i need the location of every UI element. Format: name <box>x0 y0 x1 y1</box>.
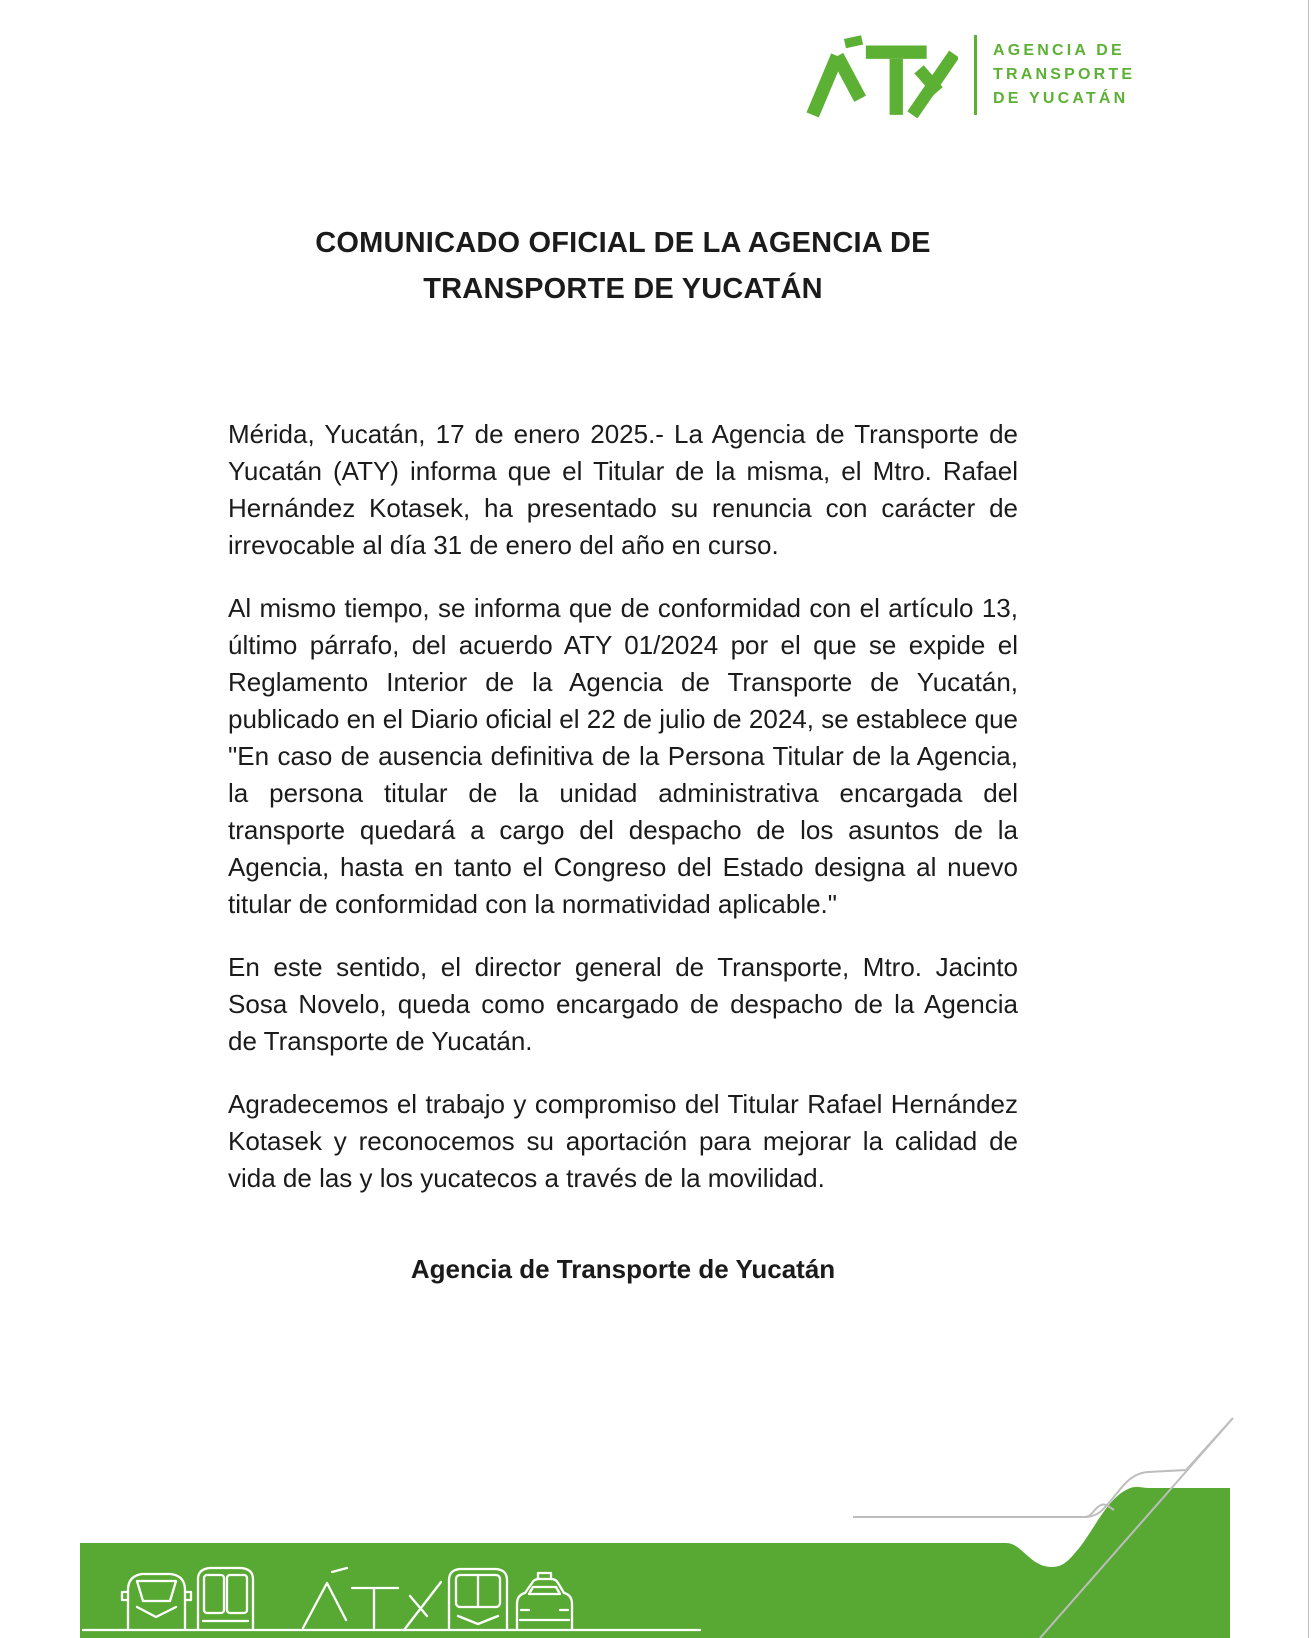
document-body <box>228 220 1018 1288</box>
aty-header-logo <box>806 32 1135 118</box>
logo-org-line: DE YUCATÁN <box>993 90 1129 107</box>
paragraph-2: Al mismo tiempo, se informa que de conformidad con el artículo 13, último párrafo, del acuerdo ATY 01/2024 por el que se expide el Reglamento Interior de la Agencia de Transporte de Yucatán, publicado en el Diario oficial el 22 de julio de 2024, se establece que "En caso de ausencia definitiva de la Persona Titular de la Agencia, la persona titular de la unidad administrativa encargada del transporte quedará a cargo del despacho de los asuntos de la Agencia, hasta en tanto el Congreso del Estado designa al nuevo titular de conformidad con la normatividad aplicable." <box>228 593 1018 919</box>
title-line-2: TRANSPORTE DE YUCATÁN <box>423 273 823 305</box>
logo-divider <box>974 35 977 115</box>
signature-line: Agencia de Transporte de Yucatán <box>410 1254 836 1284</box>
document-title <box>228 220 1018 312</box>
paragraph-3: En este sentido, el director general de Transporte, Mtro. Jacinto Sosa Novelo, queda como encargado de despacho de la Agencia de Transporte de Yucatán. <box>228 952 1018 1056</box>
footer-artwork <box>0 1380 1311 1638</box>
paragraph-4: Agradecemos el trabajo y compromiso del Titular Rafael Hernández Kotasek y reconocemos su aportación para mejorar la calidad de vida de las y los yucatecos a través de la movilidad. <box>228 1089 1018 1193</box>
logo-org-line: TRANSPORTE <box>993 66 1136 83</box>
logo-org-name <box>993 39 1135 111</box>
aty-logo-icon <box>806 32 958 118</box>
paragraph-1: Mérida, Yucatán, 17 de enero 2025.- La Agencia de Transporte de Yucatán (ATY) informa que el Titular de la misma, el Mtro. Rafael Hernández Kotasek, ha presentado su renuncia con carácter de irrevocable al día 31 de enero del año en curso. <box>228 419 1018 560</box>
title-line-1: COMUNICADO OFICIAL DE LA AGENCIA DE <box>315 227 931 259</box>
logo-org-line: AGENCIA DE <box>993 42 1125 59</box>
